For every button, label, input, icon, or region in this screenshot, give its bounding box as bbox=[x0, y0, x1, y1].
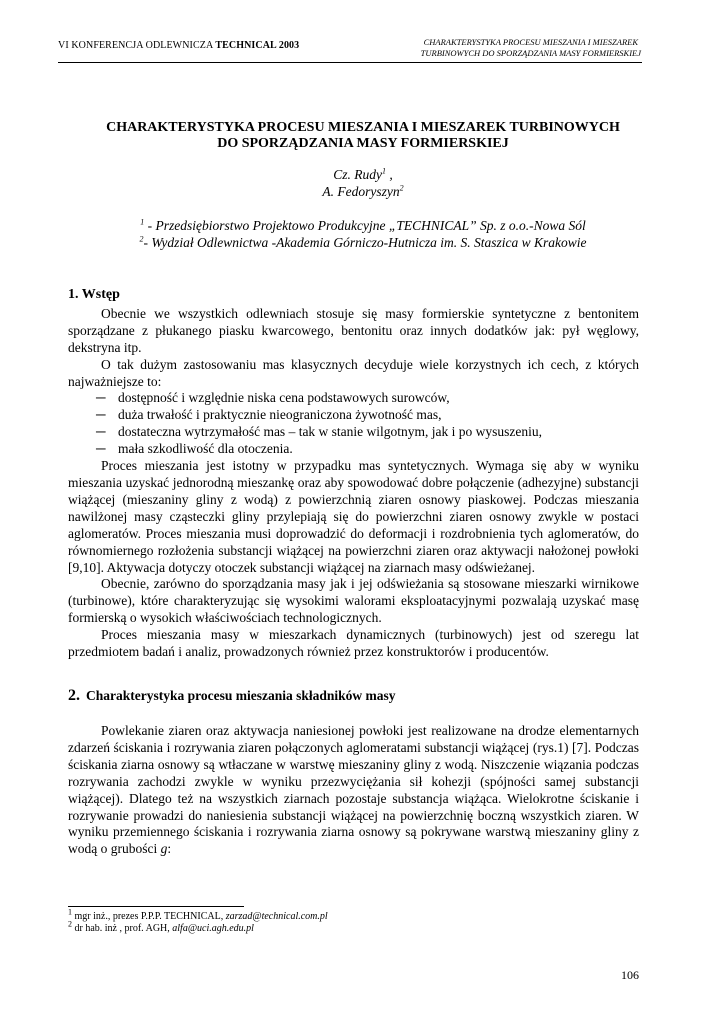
section-1-paragraph-3: Proces mieszania jest istotny w przypadku mas syntetycznych. Wymaga się aby w wyniku mieszania uzyskać jednorodną mieszankę oraz aby spowodować dobre połączenie (adhezyjne) substancji wiążącej (mieszaniny gliny z wodą) z powierzchnią ziaren osnowy piaskowej. Podczas mieszania nawilżonej masy cząsteczki gliny przylepiają się do powierzchni ziaren osnowy zwykle w postaci aglomeratów. Proces mieszania musi doprowadzić do deformacji i rozdrobnienia tych aglomeratów, do równomiernego rozłożenia substancji wiążącej na powierzchni ziaren oraz aktywacji nałożonej powłoki [9,10]. Aktywacja dotyczy otoczek substancji wiążącej na ziarnach masy odświeżanej. bbox=[68, 458, 639, 575]
affiliation-1-sup: 1 bbox=[140, 217, 145, 227]
list-item bbox=[68, 441, 639, 458]
title-line2: DO SPORZĄDZANIA MASY FORMIERSKIEJ bbox=[217, 136, 509, 151]
header-left-prefix: VI KONFERENCJA ODLEWNICZA bbox=[58, 40, 216, 51]
section-1-paragraph-1: Obecnie we wszystkich odlewniach stosuje się masy formierskie syntetyczne z bentonitem sporządzane z płukanego piasku kwarcowego, bentonitu oraz innych dodatków jak: pył węglowy, dekstryna itp. bbox=[68, 305, 639, 355]
authors-block bbox=[58, 166, 668, 200]
bullet-dash: ─ bbox=[96, 424, 106, 440]
author-2-name: A. Fedoryszyn bbox=[322, 184, 400, 199]
section-2-heading bbox=[68, 688, 639, 705]
page-number: 106 bbox=[621, 968, 639, 982]
footnote-2-text: dr hab. inż , prof. AGH, bbox=[72, 923, 173, 934]
footnote-2 bbox=[68, 919, 328, 935]
section-2 bbox=[68, 723, 639, 858]
section-1 bbox=[68, 287, 639, 661]
bullet-dash: ─ bbox=[96, 407, 106, 423]
list-item-text: dostateczna wytrzymałość mas – tak w stanie wilgotnym, jak i po wysuszeniu, bbox=[118, 424, 543, 440]
footnote-2-sup: 2 bbox=[68, 919, 72, 929]
affiliation-1 bbox=[58, 217, 668, 234]
affiliations-block bbox=[58, 217, 668, 251]
header-left-bold: TECHNICAL 2003 bbox=[215, 40, 300, 51]
header-right-line2: TURBINOWYCH DO SPORZĄDZANIA MASY FORMIERSKIEJ bbox=[420, 48, 641, 58]
list-item bbox=[68, 390, 639, 407]
header-rule bbox=[58, 62, 642, 63]
footnote-1-sup: 1 bbox=[68, 907, 72, 917]
section-2-number: 2. bbox=[68, 687, 80, 704]
author-1 bbox=[58, 166, 668, 183]
footnotes bbox=[68, 907, 328, 935]
title-line1: CHARAKTERYSTYKA PROCESU MIESZANIA I MIESZAREK TURBINOWYCH bbox=[106, 120, 620, 135]
running-header-right bbox=[421, 37, 641, 59]
list-item-text: duża trwałość i praktycznie nieograniczona żywotność mas, bbox=[118, 407, 442, 423]
list-item bbox=[68, 407, 639, 424]
list-item-text: dostępność i względnie niska cena podstawowych surowców, bbox=[118, 390, 450, 406]
author-2 bbox=[58, 183, 668, 200]
section-2-title: Charakterystyka procesu mieszania składników masy bbox=[86, 688, 396, 703]
list-item bbox=[68, 424, 639, 441]
list-item-text: mała szkodliwość dla otoczenia. bbox=[118, 441, 293, 457]
footnote-1-text: mgr inż., prezes P.P.P. TECHNICAL, bbox=[72, 911, 226, 922]
section-2-paragraph-1-text: Powlekanie ziaren oraz aktywacja naniesionej powłoki jest realizowane na drodze elementarnych zdarzeń ściskania i rozrywania ziaren połączonych aglomeratami substancji wiążącej (rys.1) [7]. Podczas ściskania ziarna osnowy są wtłaczane w warstwę mieszaniny gliny z wodą. Niszczenie wiązania podczas rozrywania zachodzi zwykle w wyniku przezwyciężania sił kohezji (spójności samej substancji wiążącej). Dlatego też na wszystkich ziarnach pozostaje substancja wiążąca. Wielokrotne ściskanie i rozrywanie prowadzi do naniesienia substancji wiążącej na powierzchnię boczną wszystkich ziaren. W wyniku przemiennego ściskania i rozrywania ziarna osnowy są pokrywane warstwą mieszaniny gliny z wodą o grubości bbox=[68, 723, 639, 857]
paper-title bbox=[58, 120, 668, 152]
footnote-2-email: alfa@uci.agh.edu.pl bbox=[172, 923, 254, 934]
section-2-paragraph-1-end: : bbox=[167, 841, 172, 857]
advantages-list bbox=[68, 390, 639, 458]
affiliation-1-text: - Przedsiębiorstwo Projektowo Produkcyjne „TECHNICAL” Sp. z o.o.-Nowa Sól bbox=[144, 218, 586, 233]
thickness-variable: g bbox=[160, 841, 168, 857]
footnote-rule bbox=[68, 906, 244, 907]
affiliation-2-text: - Wydział Odlewnictwa -Akademia Górniczo-Hutnicza im. S. Staszica w Krakowie bbox=[143, 235, 587, 250]
section-1-paragraph-2: O tak dużym zastosowaniu mas klasycznych decyduje wiele korzystnych ich cech, z których najważniejsze to: bbox=[68, 356, 639, 389]
affiliation-2-sup: 2 bbox=[139, 234, 144, 244]
author-2-sup: 2 bbox=[399, 183, 404, 193]
section-2-paragraph-1 bbox=[68, 723, 639, 858]
section-1-heading: 1. Wstęp bbox=[68, 287, 120, 302]
section-2-heading-line bbox=[68, 688, 639, 705]
author-1-sup: 1 bbox=[382, 166, 386, 176]
author-1-name: Cz. Rudy bbox=[333, 167, 382, 182]
bullet-dash: ─ bbox=[96, 441, 106, 457]
running-header-left bbox=[58, 40, 299, 51]
section-1-paragraph-5: Proces mieszania masy w mieszarkach dynamicznych (turbinowych) jest od szeregu lat przedmiotem badań i analiz, prowadzonych również przez konstruktorów i producentów. bbox=[68, 627, 639, 660]
affiliation-2 bbox=[58, 234, 668, 251]
footnote-1-email: zarzad@technical.com.pl bbox=[225, 911, 328, 922]
section-1-paragraph-4: Obecnie, zarówno do sporządzania masy jak i jej odświeżania są stosowane mieszarki wirnikowe (turbinowe), które charakteryzując się wysokimi walorami eksploatacyjnymi pozwalają uzyskać masę formierską o wysokich właściwościach technologicznych. bbox=[68, 576, 639, 626]
footnote-1 bbox=[68, 907, 328, 923]
header-right-line1: CHARAKTERYSTYKA PROCESU MIESZANIA I MIESZAREK bbox=[423, 37, 639, 47]
author-1-suffix: , bbox=[386, 167, 393, 182]
bullet-dash: ─ bbox=[96, 390, 106, 406]
